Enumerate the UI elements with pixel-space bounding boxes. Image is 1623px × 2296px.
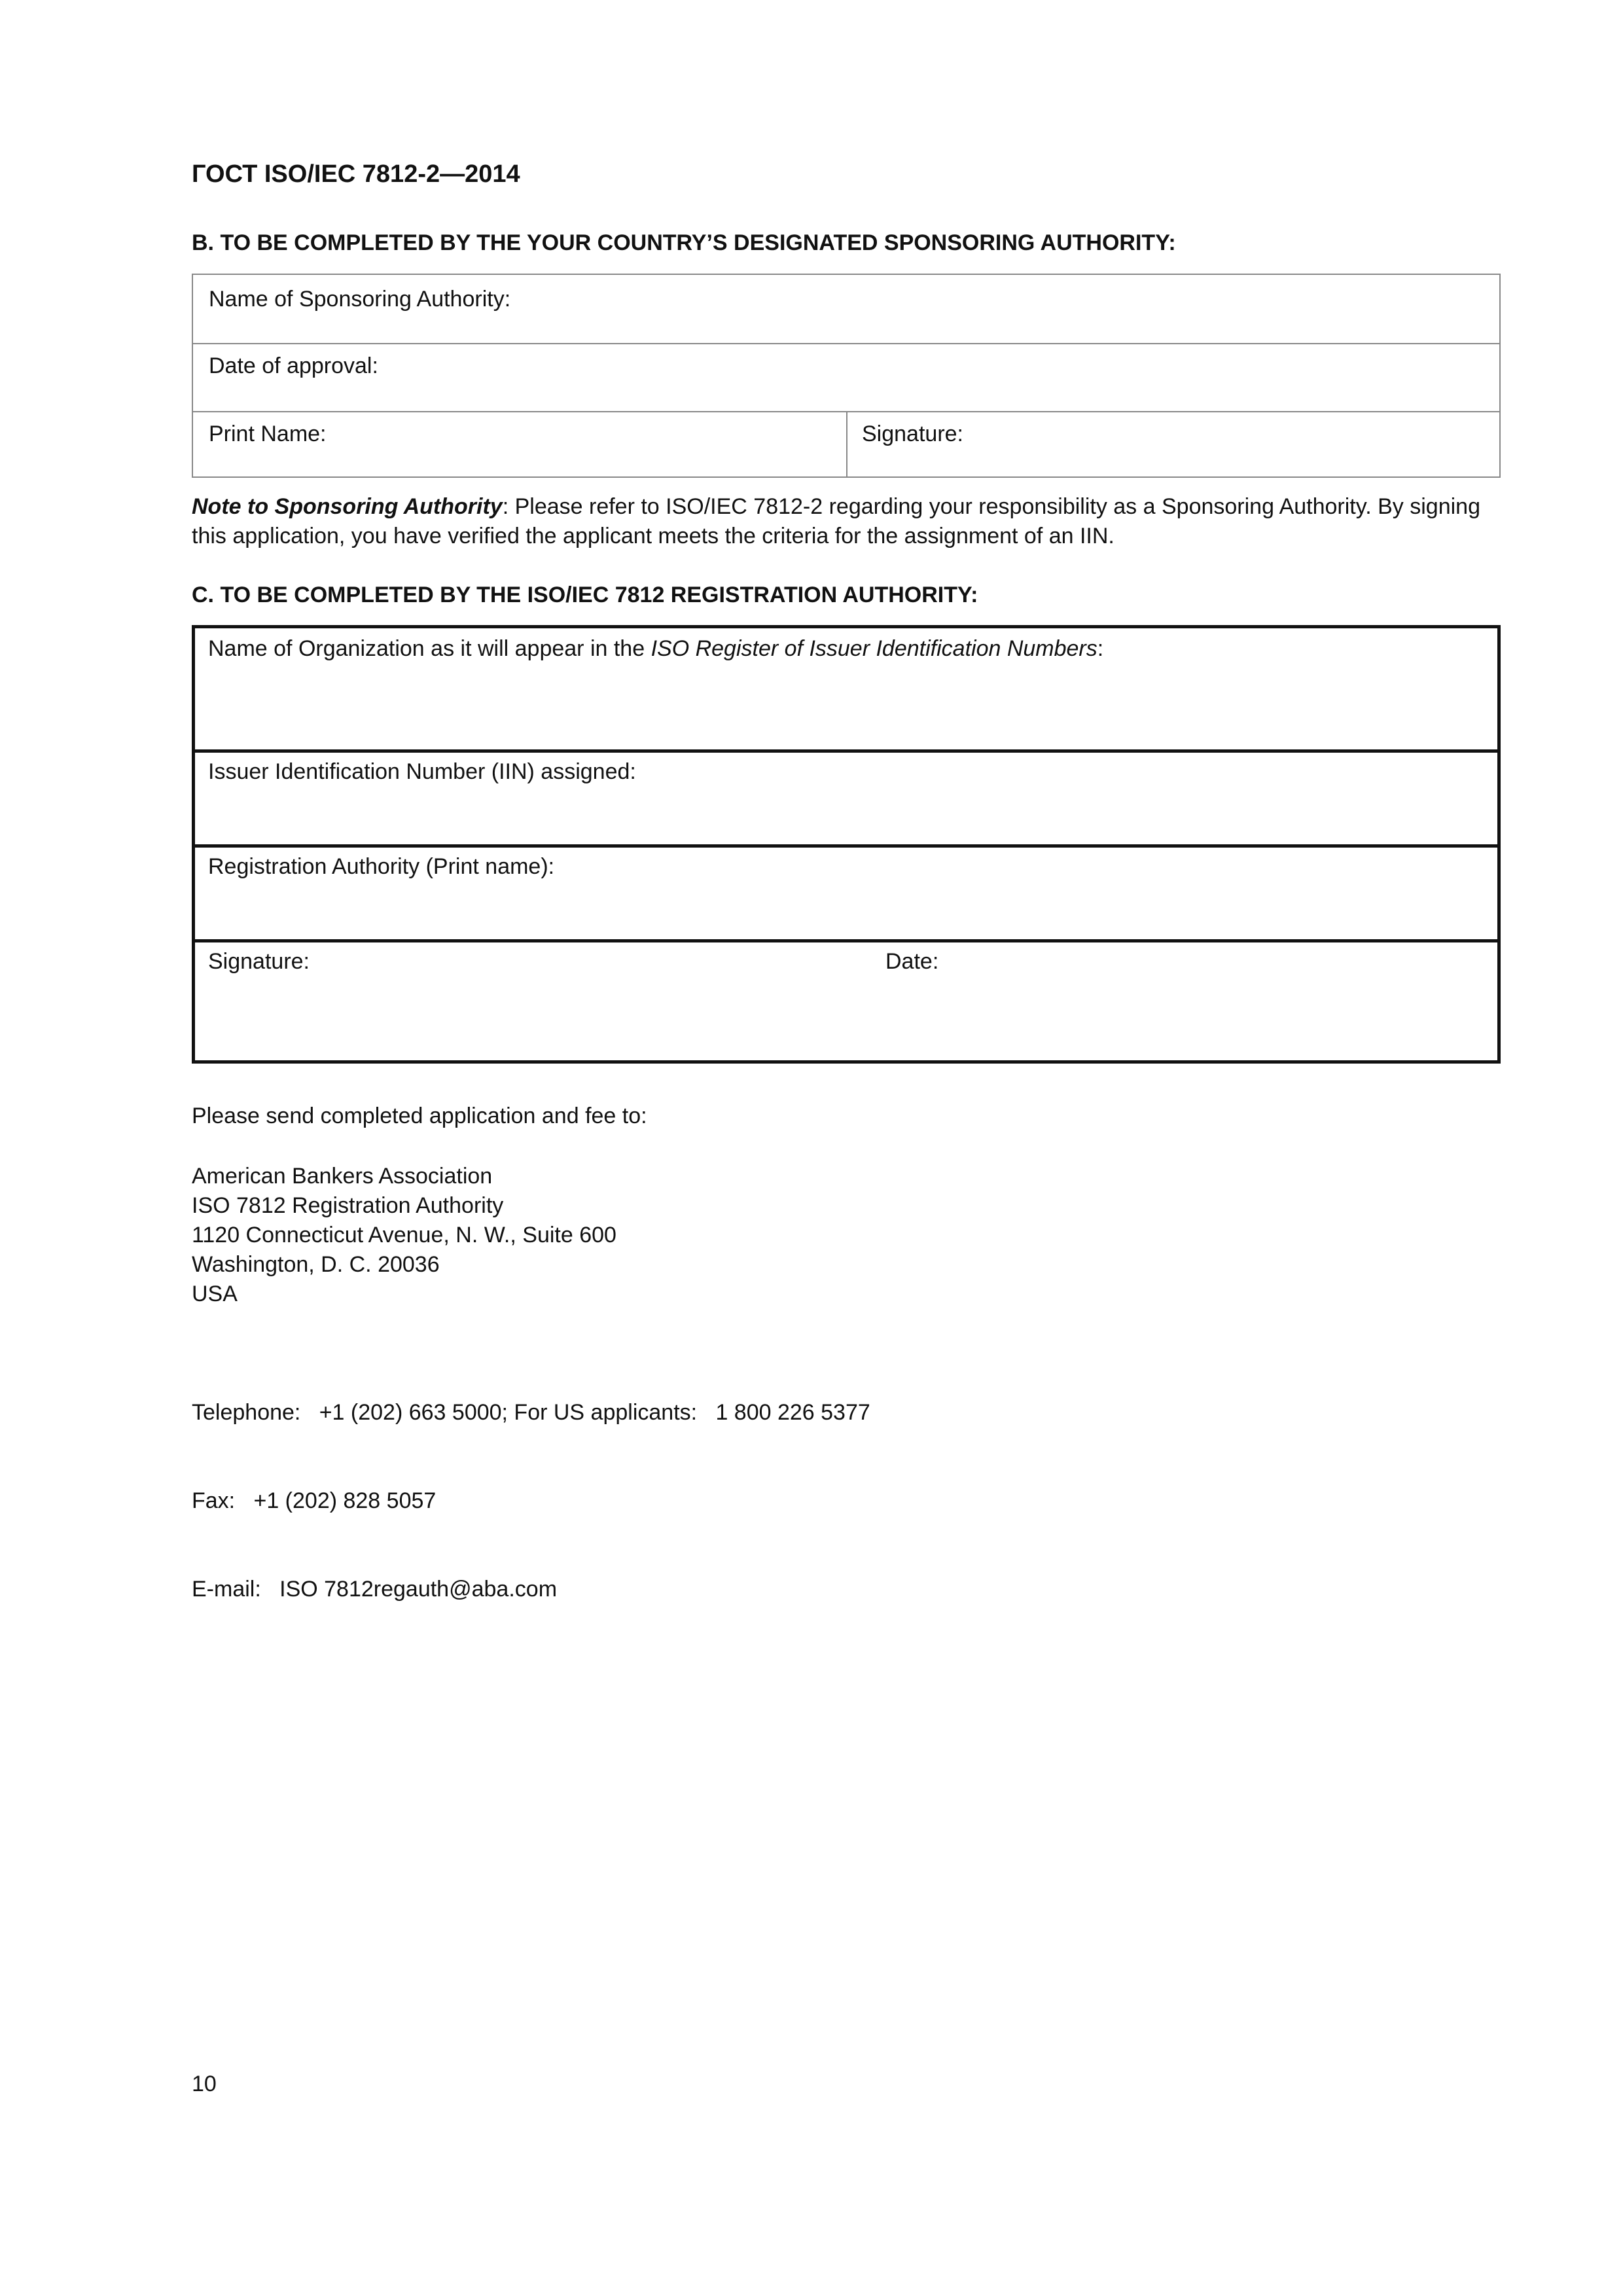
- sponsoring-authority-label: Name of Sponsoring Authority:: [209, 287, 511, 312]
- signature-date-row[interactable]: [195, 942, 1497, 1060]
- sponsoring-authority-row[interactable]: [193, 275, 1499, 344]
- name-signature-row: [193, 412, 1499, 476]
- sponsoring-authority-note: [192, 492, 1507, 551]
- print-name-label: Print Name:: [209, 422, 327, 446]
- address-line: American Bankers Association: [192, 1164, 493, 1189]
- date-of-approval-row[interactable]: [193, 344, 1499, 412]
- note-lead: Note to Sponsoring Authority: [192, 494, 503, 519]
- registration-authority-label: Registration Authority (Print name):: [208, 854, 555, 879]
- address-line: ISO 7812 Registration Authority: [192, 1193, 504, 1218]
- address-line: USA: [192, 1282, 238, 1306]
- ra-date-label: Date:: [885, 949, 939, 974]
- column-divider: [846, 412, 847, 476]
- telephone-line: Telephone: +1 (202) 663 5000; For US applicants: 1 800 226 5377: [192, 1400, 870, 1425]
- document-title: ГОСТ ISO/IEC 7812-2—2014: [192, 160, 520, 188]
- registration-authority-row[interactable]: [195, 848, 1497, 942]
- sponsoring-authority-table: [192, 274, 1501, 478]
- iin-assigned-row[interactable]: [195, 753, 1497, 848]
- section-c-heading: C. TO BE COMPLETED BY THE ISO/IEC 7812 REGISTRATION AUTHORITY:: [192, 583, 978, 607]
- ra-signature-label: Signature:: [208, 949, 310, 974]
- contact-details: [192, 1339, 870, 1634]
- email-line: E-mail: ISO 7812regauth@aba.com: [192, 1577, 558, 1602]
- iso-register-title: ISO Register of Issuer Identification Numbers: [651, 636, 1097, 661]
- address-line: 1120 Connecticut Avenue, N. W., Suite 600: [192, 1223, 616, 1247]
- fax-line: Fax: +1 (202) 828 5057: [192, 1488, 437, 1513]
- address-line: Washington, D. C. 20036: [192, 1252, 440, 1277]
- organization-name-label: [208, 636, 1103, 662]
- organization-name-row[interactable]: [195, 628, 1497, 753]
- section-b-heading: B. TO BE COMPLETED BY THE YOUR COUNTRY’S DESIGNATED SPONSORING AUTHORITY:: [192, 230, 1176, 255]
- iin-assigned-label: Issuer Identification Number (IIN) assigned:: [208, 759, 636, 784]
- note-text: : Please refer to ISO/IEC 7812-2 regarding your responsibility as a Sponsoring Authority. By signing this application, you have verified the applicant meets the criteria for the assignment of an IIN.: [192, 494, 1480, 548]
- date-of-approval-label: Date of approval:: [209, 353, 378, 378]
- registration-authority-table: [192, 625, 1501, 1064]
- organization-name-suffix: :: [1097, 636, 1104, 661]
- page-number: 10: [192, 2072, 217, 2096]
- mailing-address: [192, 1162, 616, 1309]
- sponsor-signature-label: Signature:: [862, 422, 963, 446]
- organization-name-prefix: Name of Organization as it will appear in the: [208, 636, 651, 661]
- mailing-intro: Please send completed application and fee to:: [192, 1103, 647, 1128]
